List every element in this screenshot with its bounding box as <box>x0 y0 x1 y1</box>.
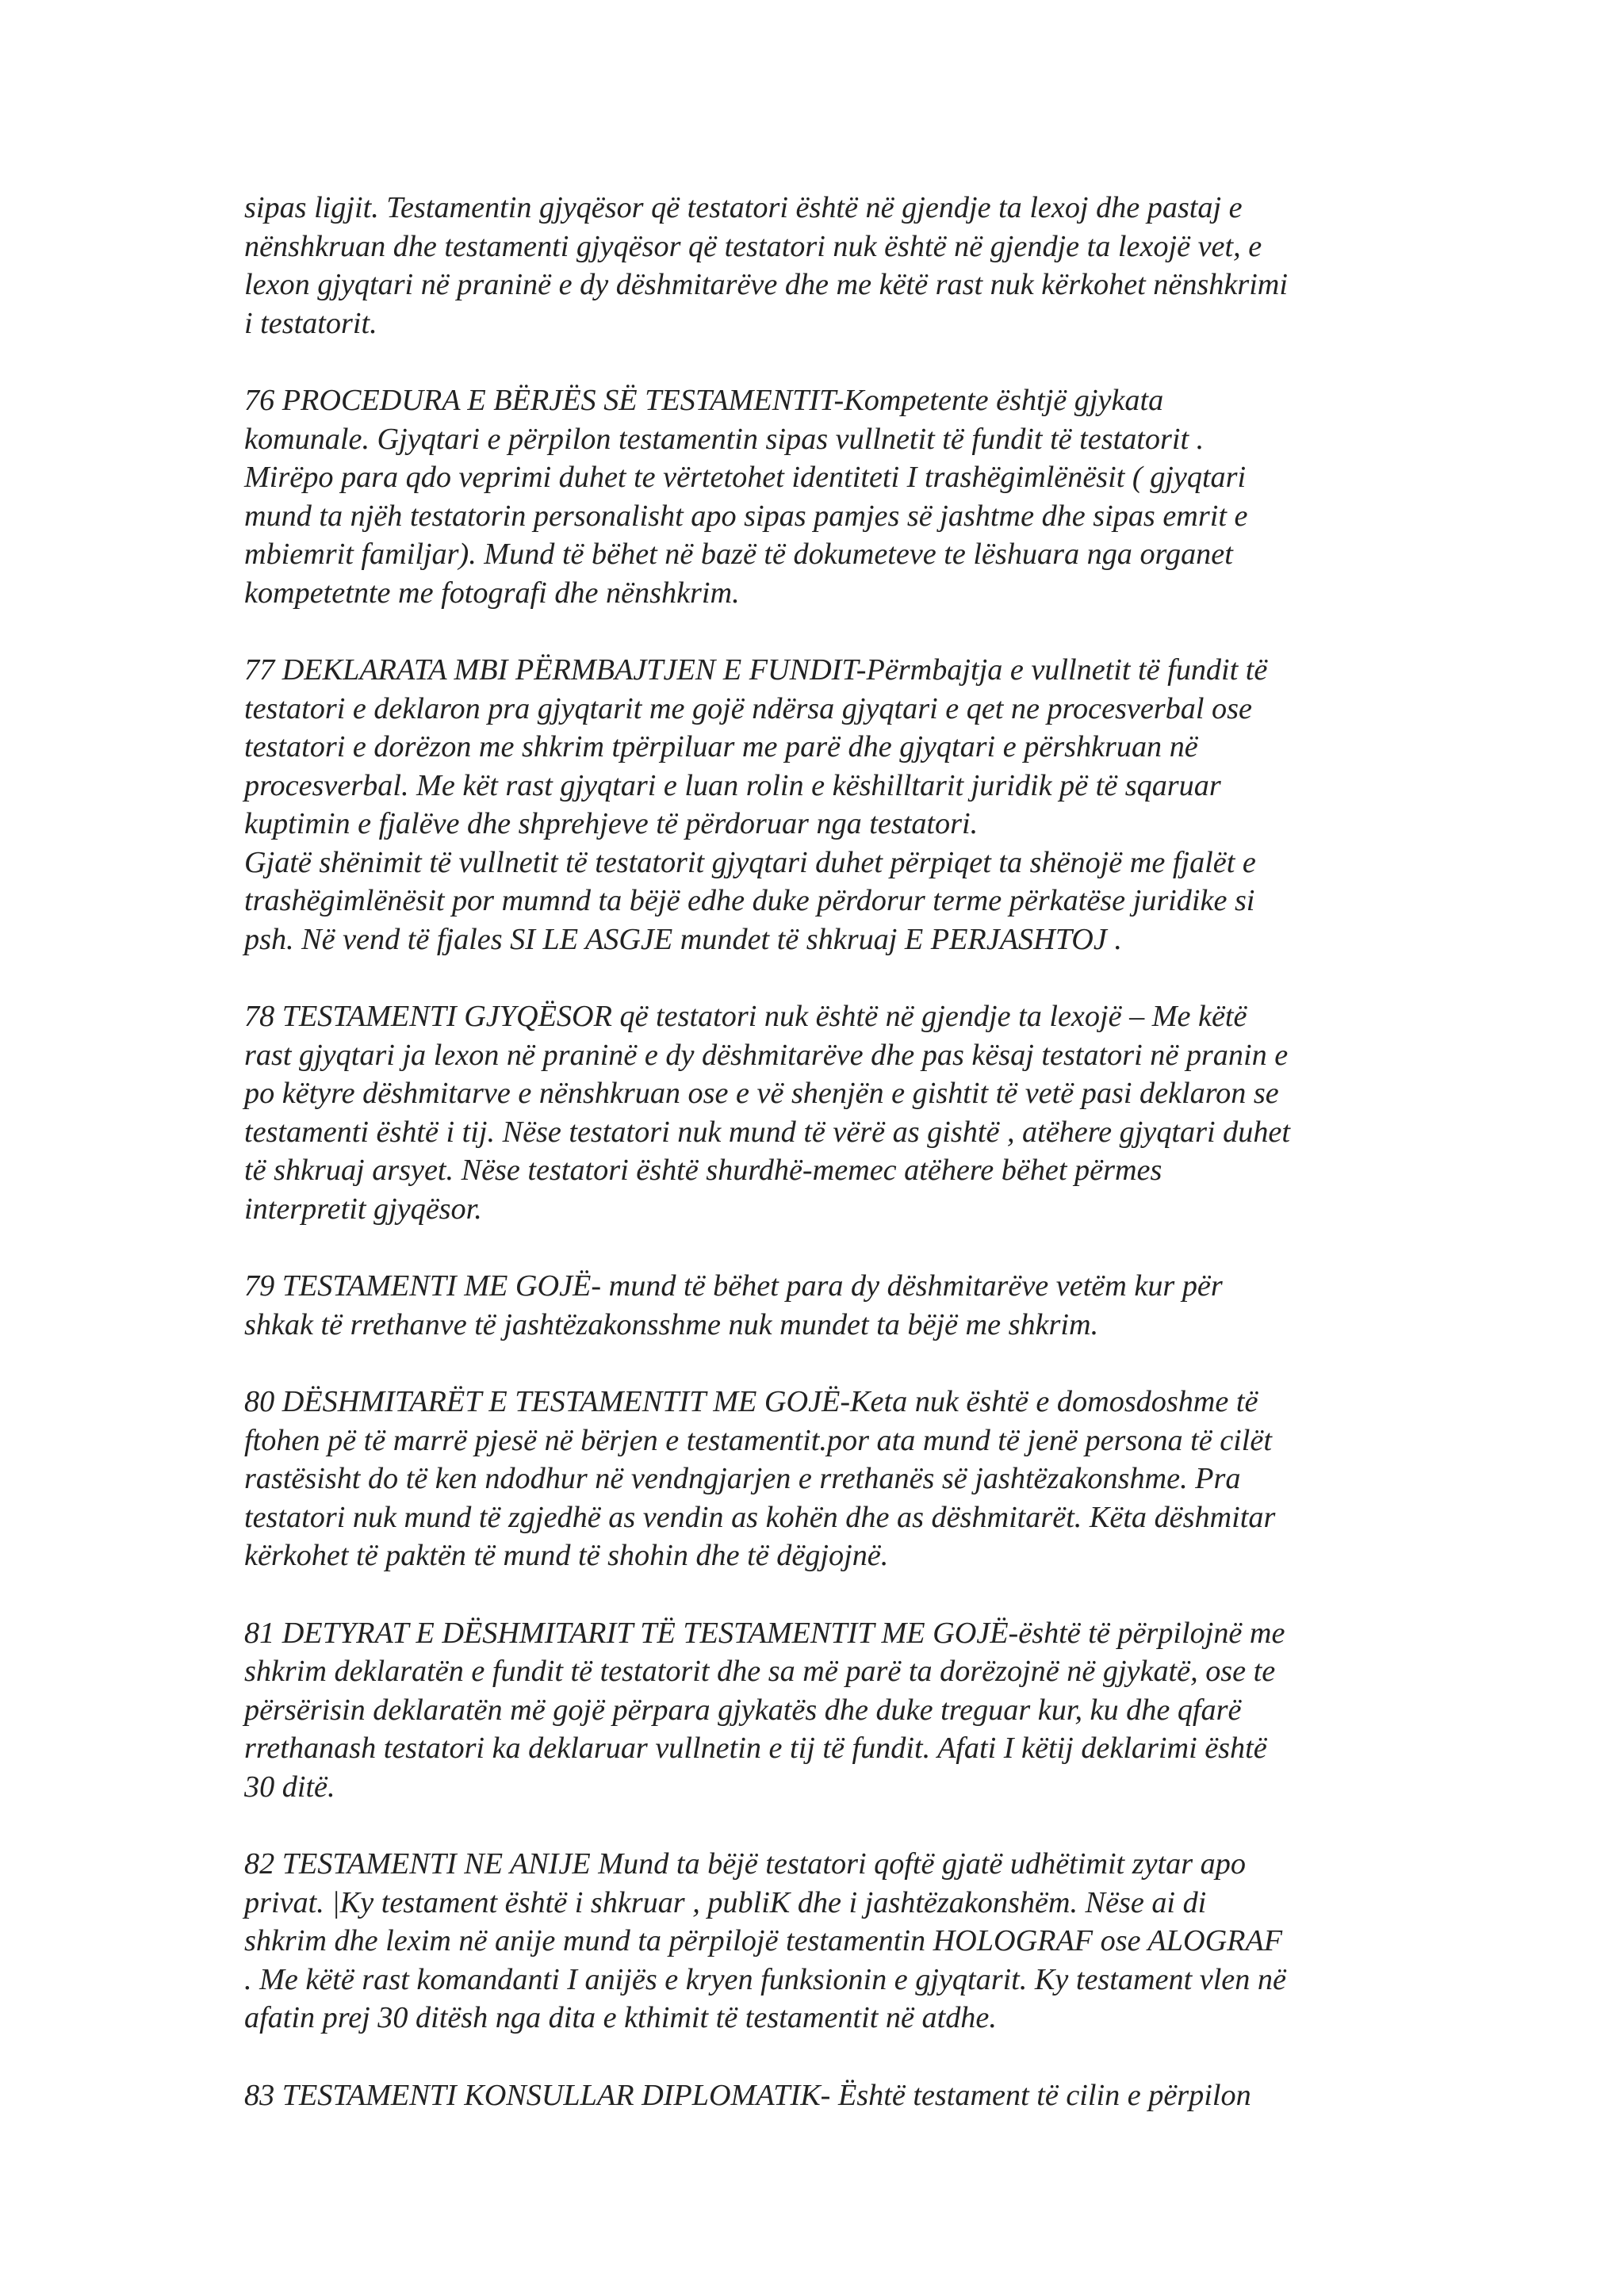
paragraph-76 <box>244 381 1402 612</box>
text-line: Mirëpo para qdo veprimi duhet te vërtetohet identiteti I trashëgimlënësit ( gjyqtari <box>244 461 1247 494</box>
text-line: rrethanash testatori ka deklaruar vullnetin e tij të fundit. Afati I këtij deklarimi është <box>244 1732 1267 1765</box>
text-line: afatin prej 30 ditësh nga dita e kthimit të testamentit në atdhe. <box>244 2001 997 2034</box>
text-line: 78 TESTAMENTI GJYQËSOR që testatori nuk është në gjendje ta lexojë – Me këtë <box>244 1000 1247 1033</box>
text-line: procesverbal. Me kët rast gjyqtari e luan rolin e këshilltarit juridik pë të sqaruar <box>244 768 1221 802</box>
text-line: mund ta njëh testatorin personalisht apo sipas pamjes së jashtme dhe sipas emrit e <box>244 499 1248 533</box>
paragraph-81 <box>244 1614 1402 1807</box>
text-line: shkak të rrethanve të jashtëzakonsshme nuk mundet ta bëjë me shkrim. <box>244 1307 1099 1341</box>
text-line: 77 DEKLARATA MBI PËRMBAJTJEN E FUNDIT-Përmbajtja e vullnetit të fundit të <box>244 653 1268 687</box>
text-line: mbiemrit familjar). Mund të bëhet në bazë të dokumeteve te lëshuara nga organet <box>244 538 1233 571</box>
text-line: rastësisht do të ken ndodhur në vendngjarjen e rrethanës së jashtëzakonshme. Pra <box>244 1462 1241 1495</box>
text-line: kuptimin e fjalëve dhe shprehjeve të përdoruar nga testatori. <box>244 807 979 840</box>
text-line: sipas ligjit. Testamentin gjyqësor që testatori është në gjendje ta lexoj dhe pastaj e <box>244 191 1243 224</box>
text-line: 83 TESTAMENTI KONSULLAR DIPLOMATIK- Është testament të cilin e përpilon <box>244 2078 1251 2112</box>
text-line: psh. Në vend të fjales SI LE ASGJE mundet të shkruaj E PERJASHTOJ . <box>244 922 1122 956</box>
text-line: shkrim dhe lexim në anije mund ta përpilojë testamentin HOLOGRAF ose ALOGRAF <box>244 1924 1283 1957</box>
text-line: po këtyre dëshmitarve e nënshkruan ose e vë shenjën e gishtit të vetë pasi deklaron se <box>244 1077 1279 1110</box>
paragraph-77 <box>244 651 1402 959</box>
text-line: interpretit gjyqësor. <box>244 1192 482 1226</box>
text-line: testatori e dorëzon me shkrim tpërpiluar me parë dhe gjyqtari e përshkruan në <box>244 730 1198 763</box>
paragraph-83 <box>244 2076 1402 2115</box>
text-line: 76 PROCEDURA E BËRJËS SË TESTAMENTIT-Kompetente ështjë gjykata <box>244 384 1164 417</box>
text-line: 80 DËSHMITARËT E TESTAMENTIT ME GOJË-Keta nuk është e domosdoshme të <box>244 1385 1258 1418</box>
text-line: testamenti është i tij. Nëse testatori nuk mund të vërë as gishtë , atëhere gjyqtari duhet <box>244 1115 1290 1149</box>
text-line: 82 TESTAMENTI NE ANIJE Mund ta bëjë testatori qoftë gjatë udhëtimit zytar apo <box>244 1847 1246 1881</box>
text-line: kërkohet të paktën të mund të shohin dhe të dëgjojnë. <box>244 1539 889 1572</box>
text-line: 81 DETYRAT E DËSHMITARIT TË TESTAMENTIT ME GOJË-është të përpilojnë me <box>244 1616 1285 1650</box>
paragraph-80 <box>244 1383 1402 1575</box>
text-line: lexon gjyqtari në praninë e dy dëshmitarëve dhe me këtë rast nuk kërkohet nënshkrimi <box>244 268 1288 301</box>
text-line: nënshkruan dhe testamenti gjyqësor që testatori nuk është në gjendje ta lexojë vet, e <box>244 229 1262 263</box>
text-line: rast gjyqtari ja lexon në praninë e dy dëshmitarëve dhe pas kësaj testatori në pranin e <box>244 1038 1289 1072</box>
text-line: i testatorit. <box>244 306 377 340</box>
paragraph-78 <box>244 997 1402 1228</box>
text-line: përsërisin deklaratën më gojë përpara gjykatës dhe duke treguar kur, ku dhe qfarë <box>244 1693 1242 1727</box>
text-line: testatori e deklaron pra gjyqtarit me gojë ndërsa gjyqtari e qet ne procesverbal ose <box>244 691 1252 725</box>
paragraph-continuation <box>244 189 1402 342</box>
text-line: . Me këtë rast komandanti I anijës e kryen funksionin e gjyqtarit. Ky testament vlen në <box>244 1962 1286 1996</box>
text-line: të shkruaj arsyet. Nëse testatori është shurdhë-memec atëhere bëhet përmes <box>244 1154 1162 1187</box>
text-line: shkrim deklaratën e fundit të testatorit dhe sa më parë ta dorëzojnë në gjykatë, ose te <box>244 1655 1276 1688</box>
text-line: Gjatë shënimit të vullnetit të testatorit gjyqtari duhet përpiqet ta shënojë me fjalët e <box>244 845 1256 879</box>
text-line: testatori nuk mund të zgjedhë as vendin as kohën dhe as dëshmitarët. Këta dëshmitar <box>244 1500 1276 1534</box>
text-line: 30 ditë. <box>244 1770 335 1804</box>
paragraph-79 <box>244 1267 1402 1344</box>
text-line: privat. |Ky testament është i shkruar , publiK dhe i jashtëzakonshëm. Nëse ai di <box>244 1885 1207 1919</box>
text-line: kompetetnte me fotografi dhe nënshkrim. <box>244 576 740 610</box>
paragraph-82 <box>244 1845 1402 2038</box>
text-line: trashëgimlënësit por mumnd ta bëjë edhe duke përdorur terme përkatëse juridike si <box>244 884 1255 917</box>
document-body <box>244 189 1402 2153</box>
text-line: ftohen pë të marrë pjesë në bërjen e testamentit.por ata mund të jenë persona të cilët <box>244 1423 1272 1457</box>
text-line: 79 TESTAMENTI ME GOJË- mund të bëhet para dy dëshmitarëve vetëm kur për <box>244 1269 1223 1303</box>
text-line: komunale. Gjyqtari e përpilon testamentin sipas vullnetit të fundit të testatorit . <box>244 422 1205 456</box>
